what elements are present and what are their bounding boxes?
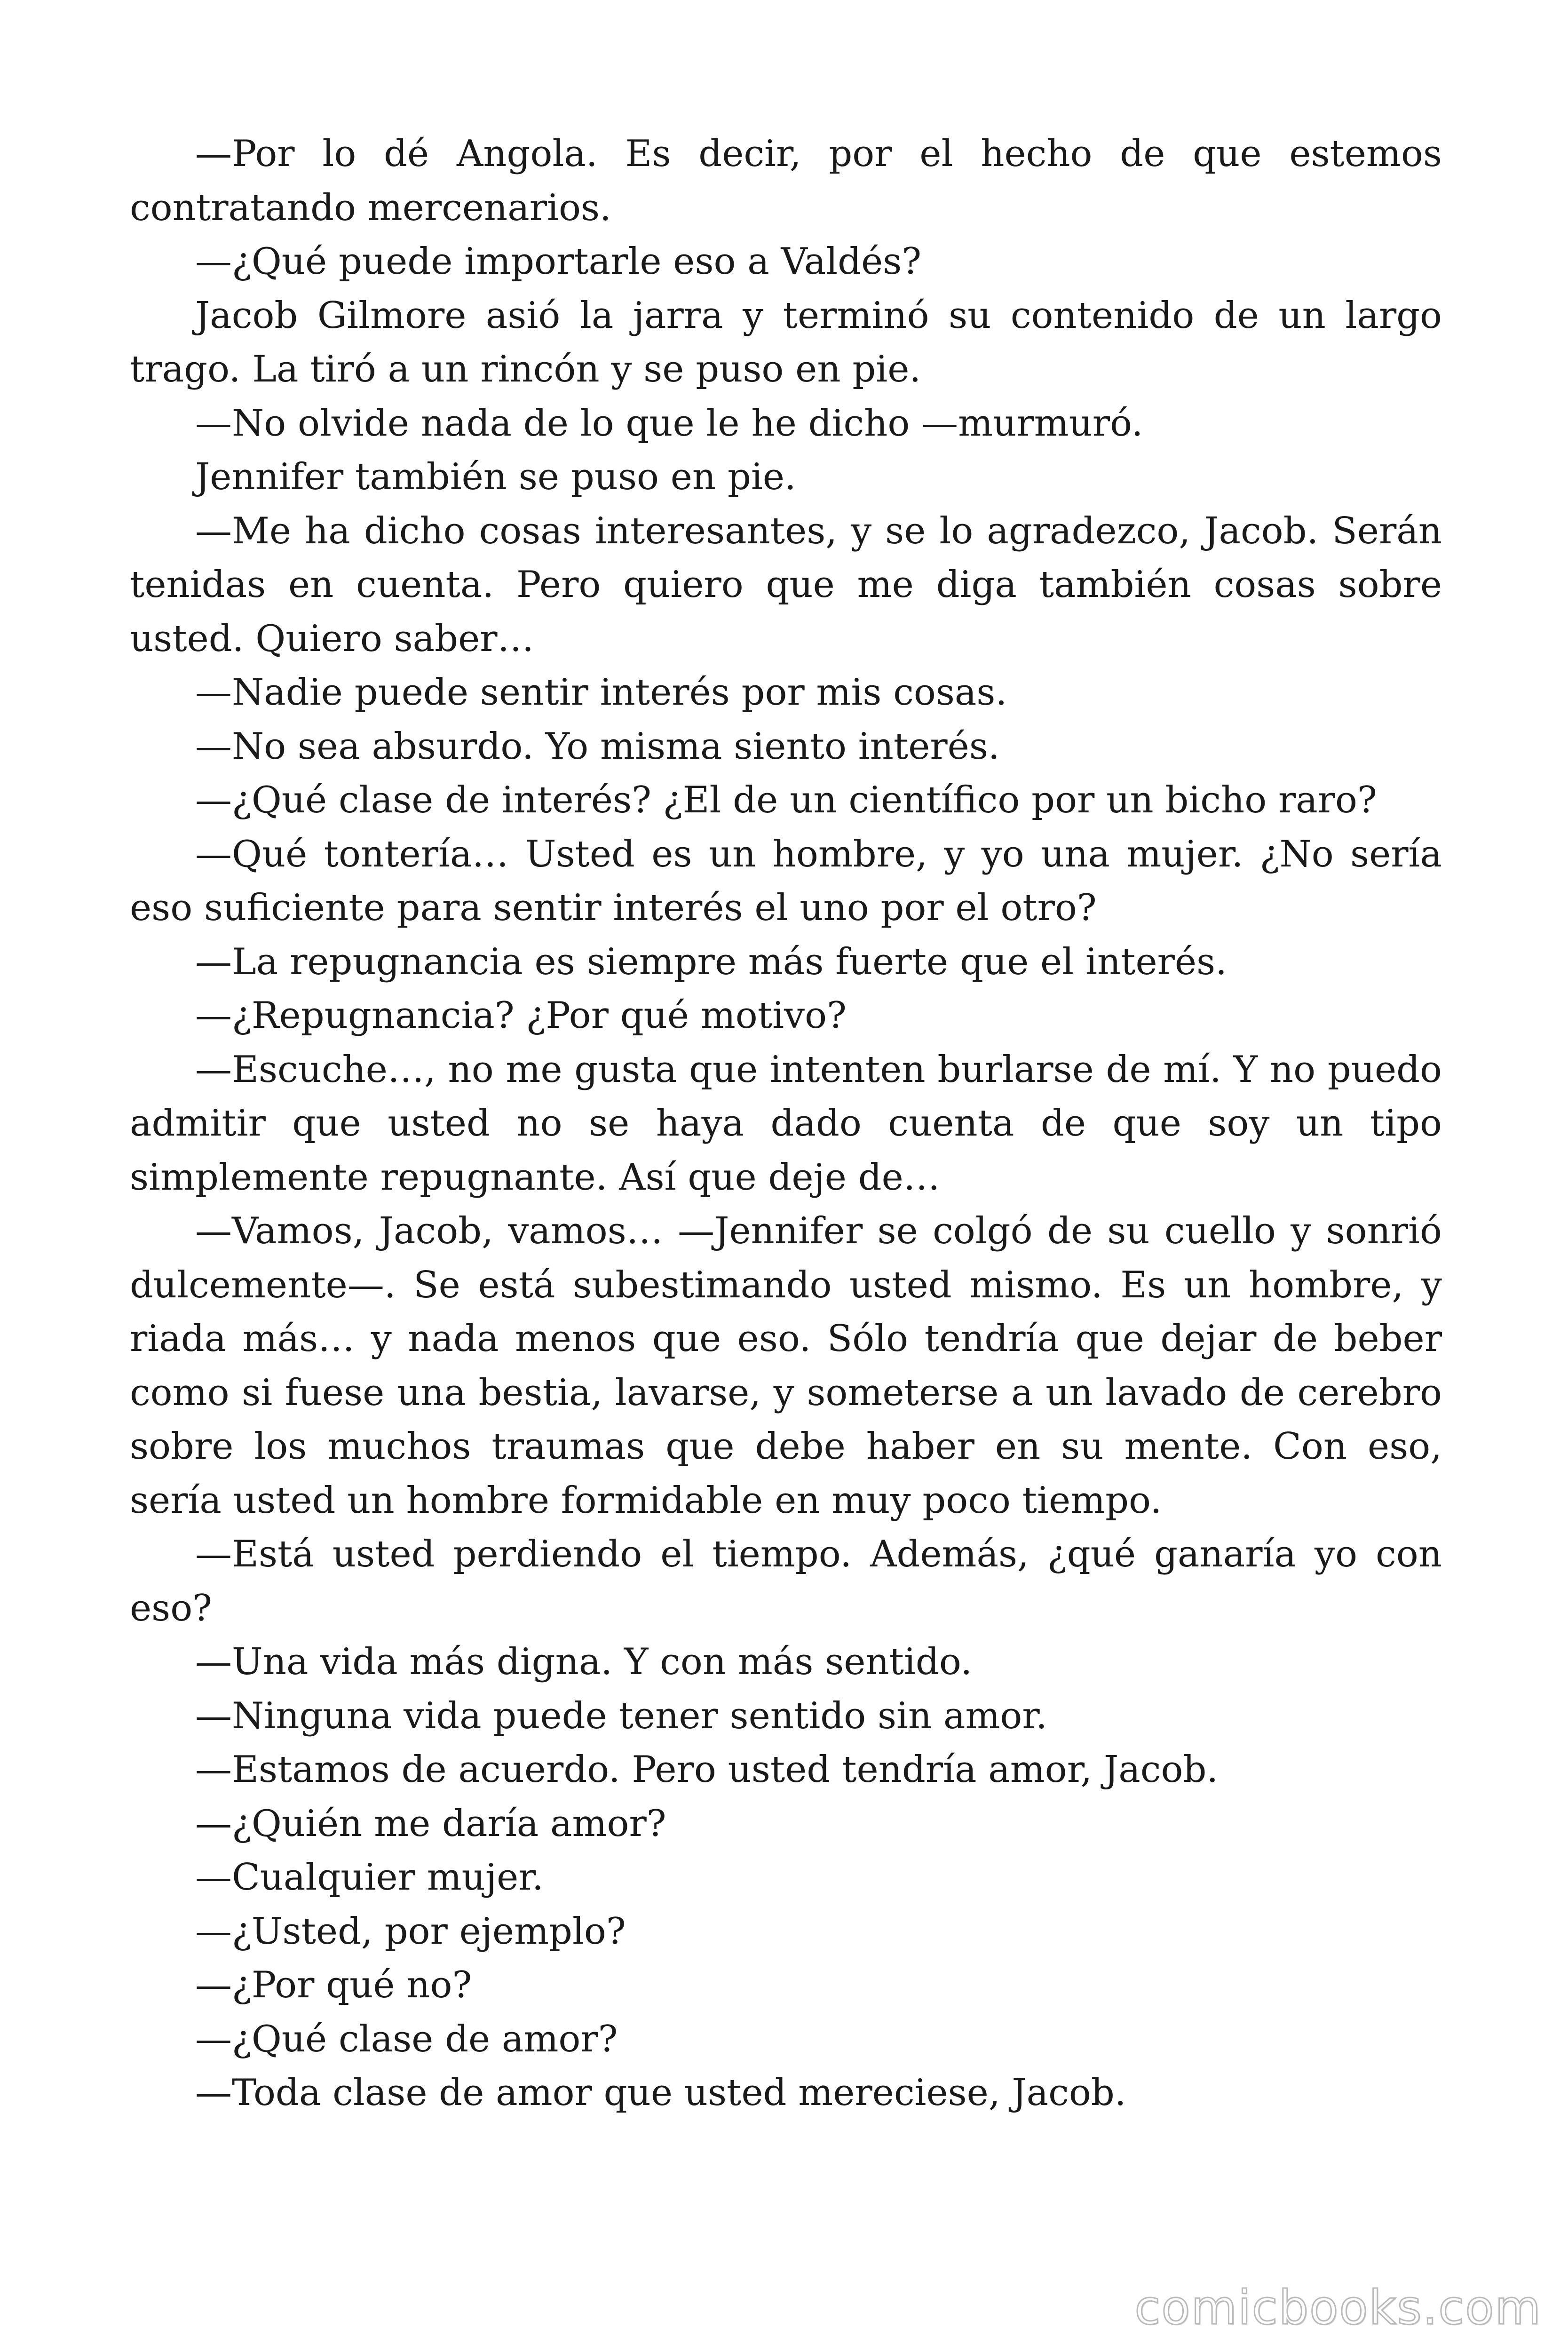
page-body-text [130, 127, 1442, 2120]
paragraph: Jacob Gilmore asió la jarra y terminó su contenido de un largo trago. La tiró a un rincón y se puso en pie. [130, 294, 1442, 390]
watermark: comicbooks.com [1134, 2280, 1542, 2335]
paragraph: —Vamos, Jacob, vamos… —Jennifer se colgó de su cuello y sonrió dulcemente—. Se está subestimando usted mismo. Es un hombre, y riada más… y nada menos que eso. Sólo tendría que dejar de beber como si fuese una bestia, lavarse, y someterse a un lavado de cerebro sobre los muchos traumas que debe haber en su mente. Con eso, sería usted un hombre formidable en muy poco tiempo. [130, 1210, 1442, 1522]
paragraph: —¿Qué clase de amor? [195, 2018, 618, 2060]
paragraph: —Ninguna vida puede tener sentido sin amor. [195, 1694, 1047, 1737]
paragraph: —Nadie puede sentir interés por mis cosas. [195, 671, 1007, 714]
paragraph: —Estamos de acuerdo. Pero usted tendría amor, Jacob. [195, 1748, 1219, 1791]
paragraph: —Cualquier mujer. [195, 1856, 544, 1899]
paragraph: —Por lo dé Angola. Es decir, por el hecho de que estemos contratando mercenarios. [130, 133, 1442, 229]
paragraph: —No sea absurdo. Yo misma siento interés. [195, 725, 1000, 768]
paragraph: —¿Repugnancia? ¿Por qué motivo? [195, 994, 847, 1037]
paragraph: —La repugnancia es siempre más fuerte que el interés. [195, 940, 1227, 983]
paragraph: —¿Quién me daría amor? [195, 1802, 666, 1845]
paragraph: Jennifer también se puso en pie. [195, 456, 796, 498]
paragraph: —Me ha dicho cosas interesantes, y se lo agradezco, Jacob. Serán tenidas en cuenta. Pero quiero que me diga también cosas sobre usted. Quiero saber… [130, 509, 1442, 660]
paragraph: —Escuche…, no me gusta que intenten burlarse de mí. Y no puedo admitir que usted no se haya dado cuenta de que soy un tipo simplemente repugnante. Así que deje de… [130, 1048, 1442, 1199]
paragraph: —Una vida más digna. Y con más sentido. [195, 1641, 973, 1683]
paragraph: —¿Por qué no? [195, 1964, 472, 2006]
paragraph: —¿Qué puede importarle eso a Valdés? [195, 240, 922, 283]
paragraph: —¿Usted, por ejemplo? [195, 1910, 626, 1953]
paragraph: —No olvide nada de lo que le he dicho —murmuró. [195, 402, 1143, 445]
paragraph: —Qué tontería… Usted es un hombre, y yo una mujer. ¿No sería eso suficiente para sentir interés el uno por el otro? [130, 833, 1442, 929]
paragraph: —¿Qué clase de interés? ¿El de un científico por un bicho raro? [195, 779, 1377, 821]
paragraph: —Está usted perdiendo el tiempo. Además, ¿qué ganaría yo con eso? [130, 1533, 1442, 1629]
paragraph: —Toda clase de amor que usted mereciese, Jacob. [195, 2072, 1126, 2114]
